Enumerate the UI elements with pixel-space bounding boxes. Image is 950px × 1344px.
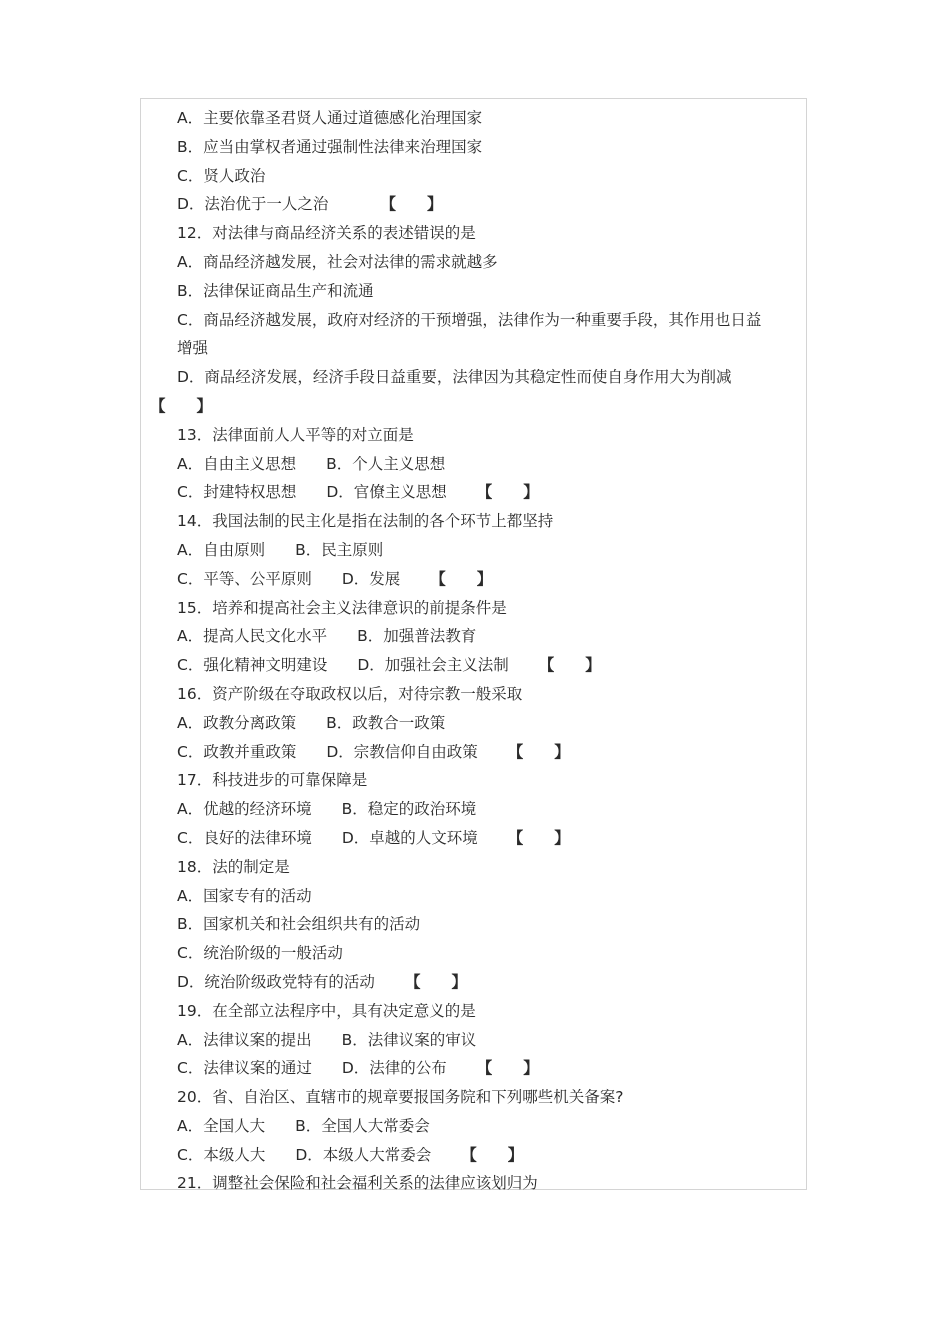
- question-20: 20．省、自治区、直辖市的规章要报国务院和下列哪些机关备案?: [177, 1088, 624, 1107]
- options-14ab: A．自由原则 B．民主原则: [177, 540, 384, 559]
- answer-bracket-12: 【 】: [150, 396, 213, 415]
- options-16ab: A．政教分离政策 B．政教合一政策: [177, 713, 446, 732]
- answer-bracket: 【 】: [380, 195, 443, 214]
- options-20ab: A．全国人大 B．全国人大常委会: [177, 1116, 430, 1135]
- question-16: 16．资产阶级在夺取政权以后，对待宗教一般采取: [177, 684, 523, 703]
- options-15cd: C．强化精神文明建设 D．加强社会主义法制 【 】: [0, 651, 950, 680]
- question-18: 18．法的制定是: [177, 857, 290, 876]
- option-12b: B．法律保证商品生产和流通: [177, 281, 374, 300]
- option-11d: D．法治优于一人之治 【 】: [0, 190, 950, 219]
- option-12d: D．商品经济发展，经济手段日益重要，法律因为其稳定性而使自身作用大为削减: [177, 368, 732, 387]
- answer-bracket: 【 】: [507, 742, 570, 761]
- question-14: 14．我国法制的民主化是指在法制的各个环节上都坚持: [177, 512, 554, 531]
- option-12c-cont: 增强: [177, 339, 209, 358]
- options-16cd: C．政教并重政策 D．宗教信仰自由政策 【 】: [0, 738, 950, 767]
- answer-bracket: 【 】: [476, 483, 539, 502]
- options-14cd: C．平等、公平原则 D．发展 【 】: [0, 565, 950, 594]
- question-19: 19．在全部立法程序中，具有决定意义的是: [177, 1001, 476, 1020]
- answer-bracket: 【 】: [430, 569, 493, 588]
- option-11c: C．贤人政治: [177, 166, 266, 185]
- answer-bracket: 【 】: [538, 656, 601, 675]
- options-15ab: A．提高人民文化水平 B．加强普法教育: [177, 627, 477, 646]
- answer-bracket: 【 】: [507, 828, 570, 847]
- option-18b: B．国家机关和社会组织共有的活动: [177, 915, 421, 934]
- option-12c: C．商品经济越发展，政府对经济的干预增强，法律作为一种重要手段，其作用也日益: [177, 310, 762, 329]
- options-20cd: C．本级人大 D．本级人大常委会 【 】: [0, 1141, 950, 1170]
- options-19cd: C．法律议案的通过 D．法律的公布 【 】: [0, 1054, 950, 1083]
- question-12: 12．对法律与商品经济关系的表述错误的是: [177, 224, 476, 243]
- options-19ab: A．法律议案的提出 B．法律议案的审议: [177, 1030, 477, 1049]
- options-17cd: C．良好的法律环境 D．卓越的人文环境 【 】: [0, 824, 950, 853]
- question-15: 15．培养和提高社会主义法律意识的前提条件是: [177, 598, 507, 617]
- option-11b: B．应当由掌权者通过强制性法律来治理国家: [177, 137, 483, 156]
- question-13: 13．法律面前人人平等的对立面是: [177, 425, 414, 444]
- exam-content: [0, 104, 950, 1198]
- question-21: 21．调整社会保险和社会福利关系的法律应该划归为: [177, 1174, 538, 1193]
- question-17: 17．科技进步的可靠保障是: [177, 771, 368, 790]
- answer-bracket: 【 】: [476, 1059, 539, 1078]
- options-13cd: C．封建特权思想 D．官僚主义思想 【 】: [0, 478, 950, 507]
- options-17ab: A．优越的经济环境 B．稳定的政治环境: [177, 800, 477, 819]
- answer-bracket: 【 】: [404, 972, 467, 991]
- options-13ab: A．自由主义思想 B．个人主义思想: [177, 454, 446, 473]
- option-11a: A．主要依靠圣君贤人通过道德感化治理国家: [177, 109, 483, 127]
- answer-bracket: 【 】: [461, 1145, 524, 1164]
- option-18c: C．统治阶级的一般活动: [177, 944, 343, 963]
- option-12a: A．商品经济越发展，社会对法律的需求就越多: [177, 252, 498, 271]
- option-18d: D．统治阶级政党特有的活动 【 】: [0, 968, 950, 997]
- option-18a: A．国家专有的活动: [177, 886, 312, 905]
